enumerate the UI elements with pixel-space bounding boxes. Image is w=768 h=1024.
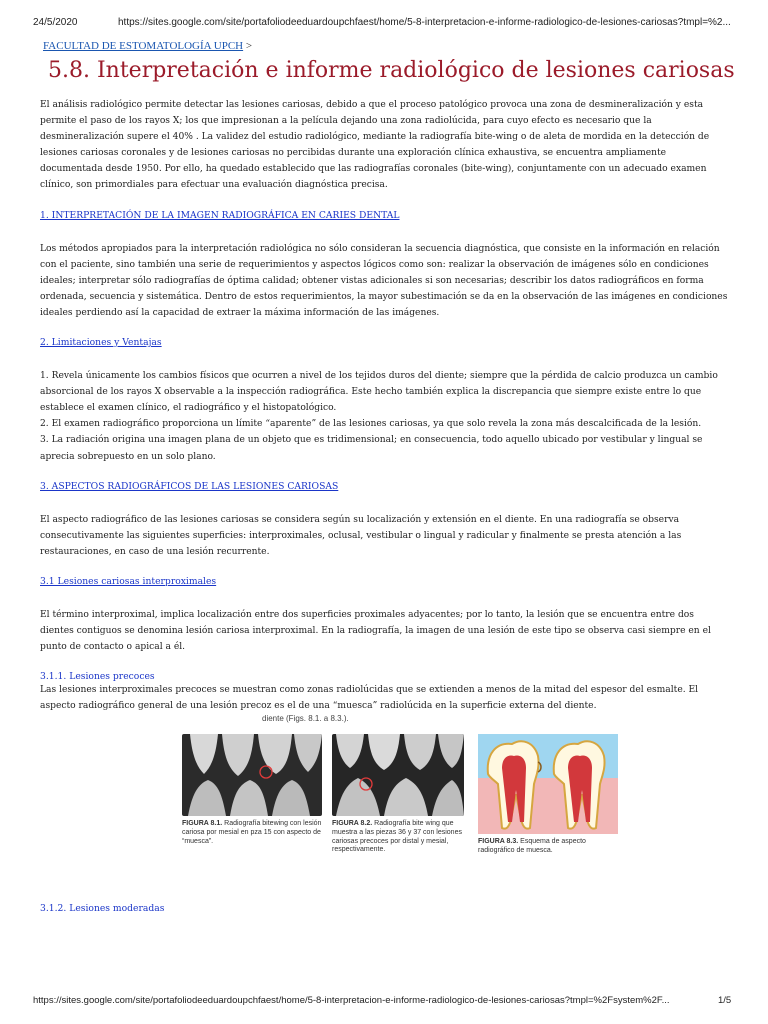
breadcrumb-link[interactable]: FACULTAD DE ESTOMATOLOGÍA UPCH bbox=[43, 40, 244, 52]
print-header bbox=[0, 4, 768, 26]
section-2-item-2: 2. El examen radiográfico proporciona un límite “aparente” de las lesiones cariosas, ya que solo revela la zona más descalcificada de la lesión. bbox=[40, 419, 702, 430]
print-url: https://sites.google.com/site/portafoliodeeduardoupchfaest/home/5-8-interpretacion-e-informe-radiologico-de-lesiones-cariosas?tmpl=%2... bbox=[118, 17, 731, 28]
section-3-1-1-body: Las lesiones interproximales precoces se muestran como zonas radiolúcidas que se extienden a menos de la mitad del espesor del esmalte. El aspecto radiográfico general de una lesión precoz es el de una “muesca” radiolúcida en la superficie externa del diente. bbox=[40, 685, 699, 712]
section-3-1-body: El término interproximal, implica localización entre dos superficies proximales adyacentes; por lo tanto, la lesión que se encuentra entre dos dientes contiguos se denomina lesión cariosa interproximal. En la radiografía, la imagen de una lesión de este tipo se observa casi siempre en el punto de contacto o apical a él. bbox=[40, 609, 711, 653]
section-3-heading[interactable]: 3. ASPECTOS RADIOGRÁFICOS DE LAS LESIONES CARIOSAS bbox=[40, 480, 339, 492]
figures-block bbox=[40, 714, 730, 895]
section-2-item-1: 1. Revela únicamente los cambios físicos que ocurren a nivel de los tejidos duros del diente; siempre que la pérdida de calcio produzca un cambio absorcional de los rayos X observable a la inspección radiográfica. Este hecho también explica la discrepancia que siempre existe entre lo que establece el examen clínico, el radiográfico y el histopatológico. bbox=[40, 371, 718, 414]
figure-8-3-text: Esquema de aspecto radiográfico de muesca. bbox=[478, 838, 586, 854]
figures-top-fragment: diente (Figs. 8.1. a 8.3.). bbox=[262, 714, 349, 724]
section-3-1-1-heading: 3.1.1. Lesiones precoces bbox=[40, 671, 155, 683]
page-content bbox=[40, 40, 735, 915]
section-3-1-heading[interactable]: 3.1 Lesiones cariosas interproximales bbox=[40, 575, 217, 587]
section-2-heading[interactable]: 2. Limitaciones y Ventajas bbox=[40, 337, 162, 349]
section-1-body: Los métodos apropiados para la interpretación radiológica no sólo consideran la secuencia diagnóstica, que consiste en la información en relación con el paciente, sino también una serie de requerimientos y aspectos lógicos como son: realizar la observación de imágenes sólo en condiciones ideales; interpretar sólo radiografías de óptima calidad; obtener vistas adicionales si son necesarias; describir los datos radiográficos en forma ordenada, secuencia y sistemática. Dentro de estos requerimientos, la mayor subestimación se da en la observación de las imágenes en condiciones ideales perdiendo así la capacidad de extraer la máxima información de las imágenes. bbox=[40, 243, 728, 318]
figure-8-3-label: FIGURA 8.3. bbox=[478, 838, 519, 846]
tooth-diagram-image bbox=[478, 734, 618, 834]
print-footer bbox=[0, 990, 768, 1010]
figure-8-3-caption bbox=[478, 838, 618, 855]
page-title: 5.8. Interpretación e informe radiológico de lesiones cariosas bbox=[48, 58, 735, 83]
intro-paragraph: El análisis radiológico permite detectar las lesiones cariosas, debido a que el proceso patológico provoca una zona de desmineralización y esta permite el paso de los rayos X; los que impresionan a la película dejando una zona radiolúcida, para cuyo efecto es necesario que la desmineralización supere el 40% . La validez del estudio radiológico, mediante la radiografía bite-wing o de aleta de mordida en la detección de lesiones cariosas coronales y de lesiones cariosas no percibidas durante una exploración clínica exhaustiva, se encuentra ampliamente documentada desde 1950. Por ello, ha quedado establecido que las radiografías coronales (bite-wing), conjuntamente con un adecuado examen clínico, son primordiales para efectuar una evaluación diagnóstica precisa. bbox=[40, 100, 710, 191]
breadcrumb-separator: > bbox=[245, 40, 253, 52]
figure-8-1-label: FIGURA 8.1. bbox=[182, 820, 223, 828]
figure-8-2-text: Radiografía bite wing que muestra a las piezas 36 y 37 con lesiones cariosas precoces por distal y mesial, respectivamente. bbox=[332, 820, 462, 854]
xray-image-1 bbox=[182, 734, 322, 816]
page-number: 1/5 bbox=[718, 995, 732, 1006]
section-1-heading[interactable]: 1. INTERPRETACIÓN DE LA IMAGEN RADIOGRÁFICA EN CARIES DENTAL bbox=[40, 209, 400, 221]
section-3-1-2-heading: 3.1.2. Lesiones moderadas bbox=[40, 903, 165, 915]
figure-8-1-caption bbox=[182, 820, 332, 846]
section-2-item-3: 3. La radiación origina una imagen plana de un objeto que es tridimensional; en consecuencia, todo aquello ubicado por vestibular y lingual se aprecia sobrepuesto en un solo plano. bbox=[40, 435, 703, 462]
breadcrumb bbox=[43, 40, 730, 52]
figure-8-2-label: FIGURA 8.2. bbox=[332, 820, 373, 828]
figure-8-3 bbox=[478, 734, 618, 854]
print-date: 24/5/2020 bbox=[33, 17, 78, 28]
figure-8-1-text: Radiografía bitewing con lesión cariosa por mesial en pza 15 con aspecto de “muesca”. bbox=[182, 820, 322, 845]
footer-url: https://sites.google.com/site/portafoliodeeduardoupchfaest/home/5-8-interpretacion-e-informe-radiologico-de-lesiones-cariosas?tmpl=%2Fsystem%2F... bbox=[33, 995, 670, 1006]
section-3-body: El aspecto radiográfico de las lesiones cariosas se considera según su localización y extensión en el diente. En una radiografía se observa consecutivamente las siguientes superficies: interproximales, oclusal, vestibular o lingual y radicular y finalmente se presta atención a las restauraciones, en caso de una lesión recurrente. bbox=[40, 514, 682, 557]
xray-image-2 bbox=[332, 734, 464, 816]
figure-8-2-caption bbox=[332, 820, 468, 854]
